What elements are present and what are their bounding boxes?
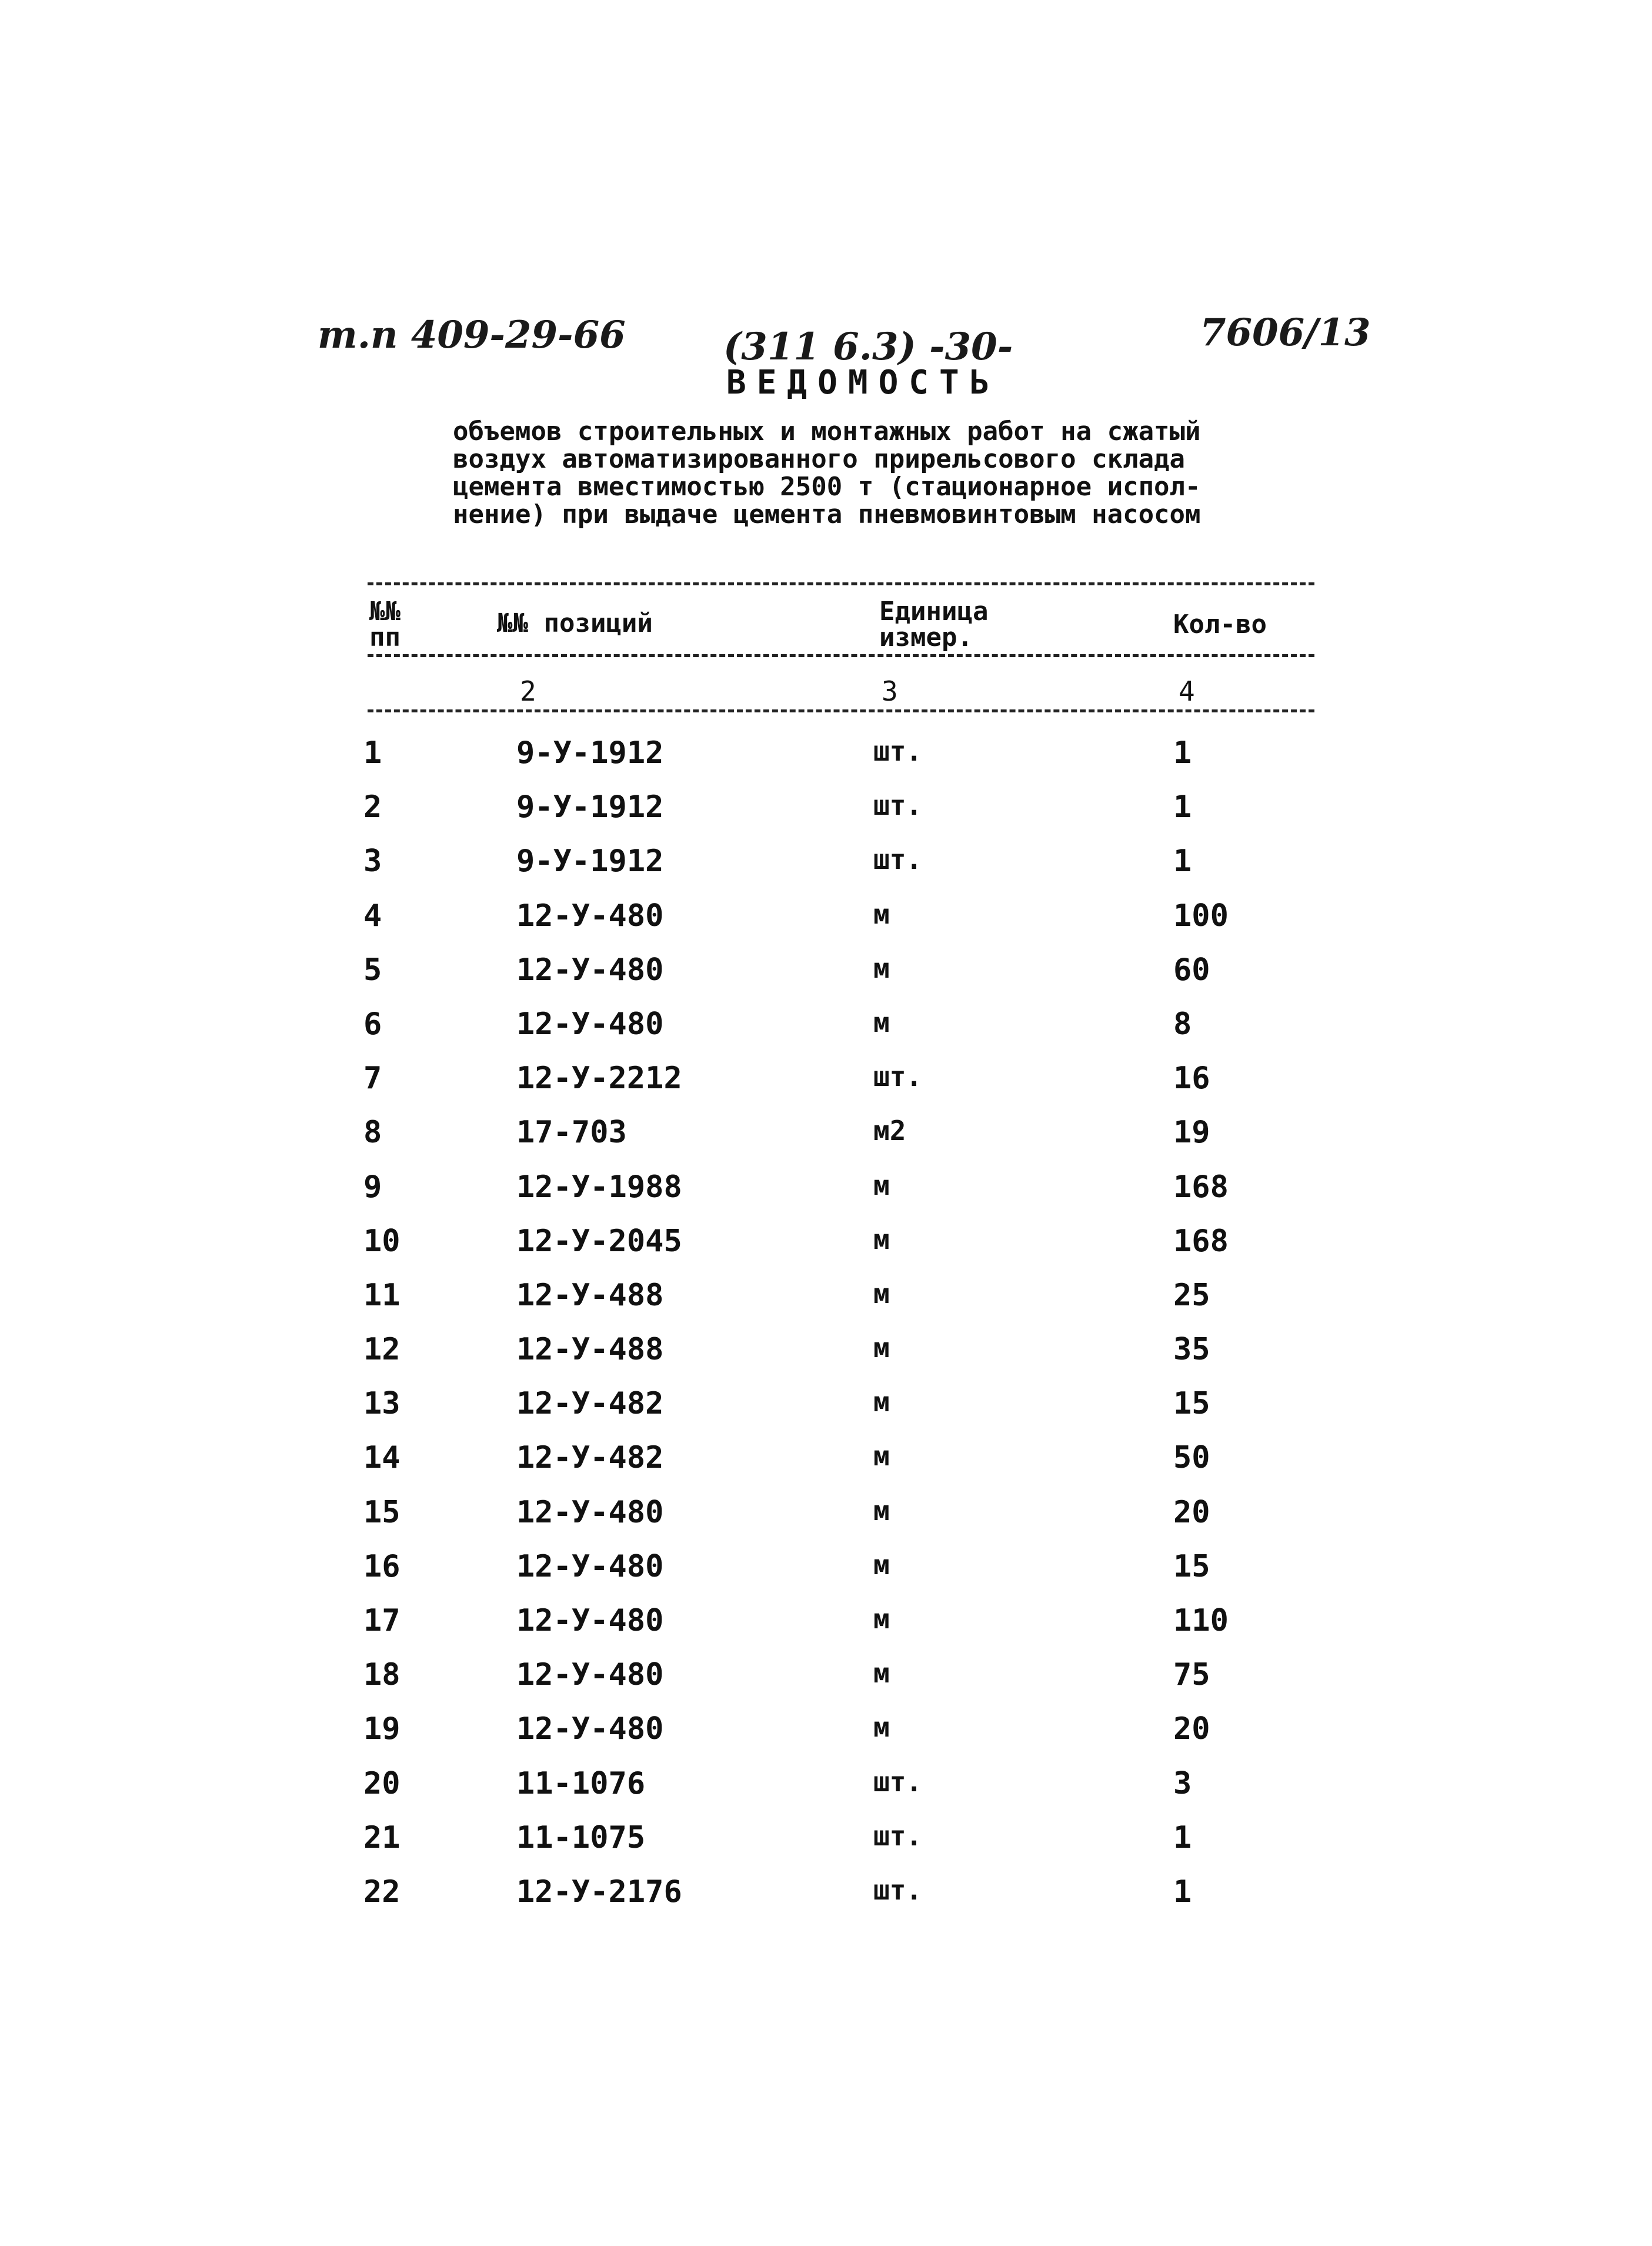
row-quantity: 1	[1173, 735, 1192, 771]
row-unit: м	[873, 1006, 890, 1038]
row-unit: м2	[873, 1115, 906, 1147]
row-unit: шт.	[873, 844, 923, 876]
table-row	[0, 1109, 1652, 1163]
row-number: 11	[363, 1277, 401, 1313]
row-number: 20	[363, 1765, 401, 1801]
row-number: 19	[363, 1711, 401, 1747]
table-row	[0, 1164, 1652, 1218]
row-number: 18	[363, 1657, 401, 1693]
table-row	[0, 892, 1652, 947]
row-position: 12-У-488	[516, 1332, 664, 1368]
table-row	[0, 1434, 1652, 1488]
row-quantity: 168	[1173, 1223, 1229, 1259]
row-quantity: 20	[1173, 1494, 1210, 1530]
row-quantity: 25	[1173, 1277, 1210, 1313]
row-quantity: 100	[1173, 898, 1229, 934]
row-unit: м	[873, 1169, 890, 1201]
row-number: 15	[363, 1494, 401, 1530]
row-position: 12-У-482	[516, 1440, 664, 1476]
row-unit: м	[873, 1603, 890, 1635]
subtitle-line: нение) при выдаче цемента пневмовинтовым насосом	[453, 499, 1201, 529]
row-position: 12-У-480	[516, 1494, 664, 1530]
table-row	[0, 1380, 1652, 1434]
row-quantity: 15	[1173, 1548, 1210, 1584]
table-row	[0, 1760, 1652, 1814]
row-number: 21	[363, 1820, 401, 1855]
column-number-2: 2	[518, 675, 539, 707]
row-unit: м	[873, 1386, 890, 1418]
row-position: 12-У-2212	[516, 1061, 682, 1097]
table-row	[0, 947, 1652, 1001]
row-quantity: 35	[1173, 1332, 1210, 1368]
row-position: 9-У-1912	[516, 789, 664, 825]
row-position: 11-1075	[516, 1820, 646, 1855]
row-unit: шт.	[873, 1874, 923, 1906]
row-number: 13	[363, 1386, 401, 1422]
document-subtitle	[453, 418, 1288, 528]
table-row	[0, 1705, 1652, 1760]
row-quantity: 3	[1173, 1765, 1192, 1801]
table-row	[0, 1272, 1652, 1326]
row-quantity: 1	[1173, 1820, 1192, 1855]
table-header-rule	[368, 654, 1314, 657]
document-title: ВЕДОМОСТЬ	[726, 364, 1000, 402]
table-row	[0, 1543, 1652, 1597]
column-number-4: 4	[1176, 675, 1197, 707]
row-unit: м	[873, 1332, 890, 1364]
table-row	[0, 838, 1652, 892]
table-row	[0, 1326, 1652, 1380]
row-position: 12-У-488	[516, 1277, 664, 1313]
column-header-number: №№ пп	[369, 599, 411, 651]
row-number: 3	[363, 844, 382, 879]
row-unit: м	[873, 898, 890, 930]
row-quantity: 168	[1173, 1169, 1229, 1205]
table-row	[0, 1597, 1652, 1651]
table-body	[0, 729, 1652, 1922]
row-position: 12-У-1988	[516, 1169, 682, 1205]
row-unit: м	[873, 1657, 890, 1690]
row-position: 9-У-1912	[516, 735, 664, 771]
row-quantity: 8	[1173, 1006, 1192, 1042]
table-row	[0, 729, 1652, 784]
row-unit: шт.	[873, 1765, 923, 1798]
table-column-number-rule	[368, 709, 1314, 712]
table-row	[0, 1651, 1652, 1705]
row-position: 12-У-480	[516, 1711, 664, 1747]
row-number: 16	[363, 1548, 401, 1584]
table-row	[0, 784, 1652, 838]
row-unit: м	[873, 1223, 890, 1255]
row-number: 2	[363, 789, 382, 825]
row-quantity: 1	[1173, 1874, 1192, 1910]
row-number: 9	[363, 1169, 382, 1205]
row-position: 12-У-480	[516, 952, 664, 988]
row-number: 7	[363, 1061, 382, 1097]
row-number: 6	[363, 1006, 382, 1042]
document-code-left: т.п 409-29-66	[318, 313, 626, 357]
row-unit: м	[873, 1711, 890, 1744]
row-number: 4	[363, 898, 382, 934]
table-row	[0, 1001, 1652, 1055]
subtitle-line: воздух автоматизированного прирельсового склада	[453, 444, 1186, 474]
row-unit: м	[873, 1548, 890, 1581]
row-quantity: 16	[1173, 1061, 1210, 1097]
row-unit: м	[873, 1440, 890, 1472]
row-number: 17	[363, 1603, 401, 1638]
row-position: 12-У-480	[516, 1548, 664, 1584]
table-row	[0, 1218, 1652, 1272]
row-number: 1	[363, 735, 382, 771]
table-row	[0, 1055, 1652, 1109]
subtitle-line: объемов строительных и монтажных работ на сжатый	[453, 416, 1201, 446]
row-quantity: 1	[1173, 844, 1192, 879]
row-unit: шт.	[873, 1061, 923, 1093]
page-number: (311 6.3) -30-	[723, 325, 1013, 369]
subtitle-line: цемента вместимостью 2500 т (стационарное испол-	[453, 472, 1201, 502]
row-unit: шт.	[873, 735, 923, 767]
column-header-unit: Единица измер.	[879, 599, 1032, 651]
row-number: 12	[363, 1332, 401, 1368]
row-position: 12-У-2176	[516, 1874, 682, 1910]
row-quantity: 20	[1173, 1711, 1210, 1747]
row-number: 5	[363, 952, 382, 988]
row-position: 12-У-480	[516, 1006, 664, 1042]
row-number: 14	[363, 1440, 401, 1476]
row-position: 12-У-480	[516, 898, 664, 934]
row-position: 12-У-480	[516, 1657, 664, 1693]
row-position: 17-703	[516, 1115, 627, 1151]
column-header-quantity: Кол-во	[1173, 609, 1267, 639]
row-quantity: 19	[1173, 1115, 1210, 1151]
row-quantity: 75	[1173, 1657, 1210, 1693]
column-number-3: 3	[879, 675, 900, 707]
table-row	[0, 1868, 1652, 1922]
row-unit: шт.	[873, 1820, 923, 1852]
row-number: 8	[363, 1115, 382, 1151]
row-position: 12-У-480	[516, 1603, 664, 1638]
row-quantity: 110	[1173, 1603, 1229, 1638]
row-quantity: 50	[1173, 1440, 1210, 1476]
row-number: 10	[363, 1223, 401, 1259]
row-unit: м	[873, 1494, 890, 1527]
row-unit: шт.	[873, 789, 923, 822]
row-quantity: 15	[1173, 1386, 1210, 1422]
row-quantity: 1	[1173, 789, 1192, 825]
row-unit: м	[873, 952, 890, 984]
row-position: 12-У-482	[516, 1386, 664, 1422]
row-quantity: 60	[1173, 952, 1210, 988]
row-position: 9-У-1912	[516, 844, 664, 879]
table-row	[0, 1814, 1652, 1868]
row-position: 11-1076	[516, 1765, 646, 1801]
row-position: 12-У-2045	[516, 1223, 682, 1259]
table-row	[0, 1489, 1652, 1543]
document-code-right: 7606/13	[1200, 311, 1371, 355]
row-number: 22	[363, 1874, 401, 1910]
table-top-rule	[368, 582, 1314, 585]
column-header-position: №№ позиций	[497, 608, 653, 638]
row-unit: м	[873, 1277, 890, 1309]
